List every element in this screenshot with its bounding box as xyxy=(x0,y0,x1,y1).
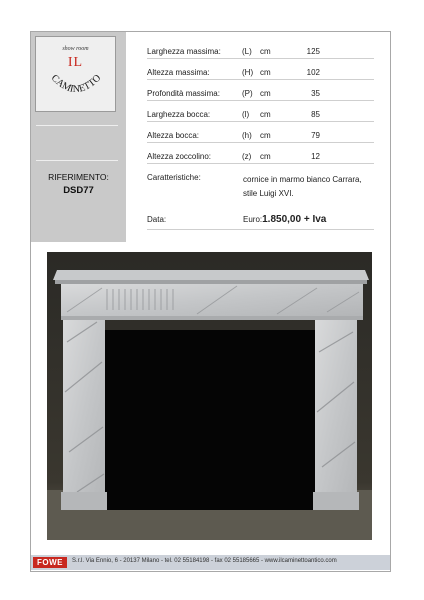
price-value xyxy=(243,214,326,225)
spec-rule xyxy=(147,163,374,164)
spec-value: 102 xyxy=(306,68,320,77)
spec-rule xyxy=(147,121,374,122)
spec-symbol: (L) xyxy=(242,47,252,56)
spec-unit: cm xyxy=(260,68,271,77)
panel-divider xyxy=(36,160,118,161)
footer-bar xyxy=(31,555,390,570)
spec-value: 12 xyxy=(311,152,320,161)
spec-label: Altezza zoccolino: xyxy=(147,152,212,161)
spec-symbol: (l) xyxy=(242,110,250,119)
price-rule xyxy=(147,229,374,230)
characteristics-line-1: cornice in marmo bianco Carrara, xyxy=(243,175,362,184)
logo-initials: IL xyxy=(67,55,84,70)
reference-label: RIFERIMENTO: xyxy=(48,172,109,182)
characteristics-line-2: stile Luigi XVI. xyxy=(243,189,294,198)
spec-label: Larghezza massima: xyxy=(147,47,221,56)
spec-unit: cm xyxy=(260,89,271,98)
brand-logo xyxy=(35,36,116,112)
characteristics-text xyxy=(243,173,393,201)
spec-rule xyxy=(147,100,374,101)
spec-value: 85 xyxy=(311,110,320,119)
price-currency: Euro: xyxy=(243,215,263,224)
spec-unit: cm xyxy=(260,131,271,140)
spec-unit: cm xyxy=(260,152,271,161)
spec-symbol: (h) xyxy=(242,131,252,140)
spec-label: Altezza massima: xyxy=(147,68,210,77)
spec-value: 35 xyxy=(311,89,320,98)
logo-wordmark xyxy=(41,63,111,107)
spec-unit: cm xyxy=(260,110,271,119)
price-amount: 1.850,00 + Iva xyxy=(262,214,327,225)
spec-unit: cm xyxy=(260,47,271,56)
spec-symbol: (H) xyxy=(242,68,254,77)
spec-symbol: (z) xyxy=(242,152,252,161)
price-label: Data: xyxy=(147,215,167,224)
characteristics-label: Caratteristiche: xyxy=(147,173,201,182)
fireplace-photo xyxy=(47,252,372,540)
spec-symbol: (P) xyxy=(242,89,253,98)
spec-label: Larghezza bocca: xyxy=(147,110,211,119)
spec-rule xyxy=(147,142,374,143)
footer-logo: FOWE xyxy=(33,557,67,568)
spec-rule xyxy=(147,58,374,59)
spec-value: 79 xyxy=(311,131,320,140)
spec-label: Profondità massima: xyxy=(147,89,220,98)
logo-tagline: show room xyxy=(62,46,89,52)
spec-value: 125 xyxy=(306,47,320,56)
spec-label: Altezza bocca: xyxy=(147,131,200,140)
svg-text:CAMINETTO: CAMINETTO xyxy=(48,72,104,96)
reference-code: DSD77 xyxy=(63,185,94,196)
footer-contact: S.r.l. Via Ennio, 6 - 20137 Milano - tel. 02 55184198 - fax 02 55185665 - www.ilcaminettoantico.com xyxy=(72,558,337,564)
spec-rule xyxy=(147,79,374,80)
panel-divider xyxy=(36,125,118,126)
